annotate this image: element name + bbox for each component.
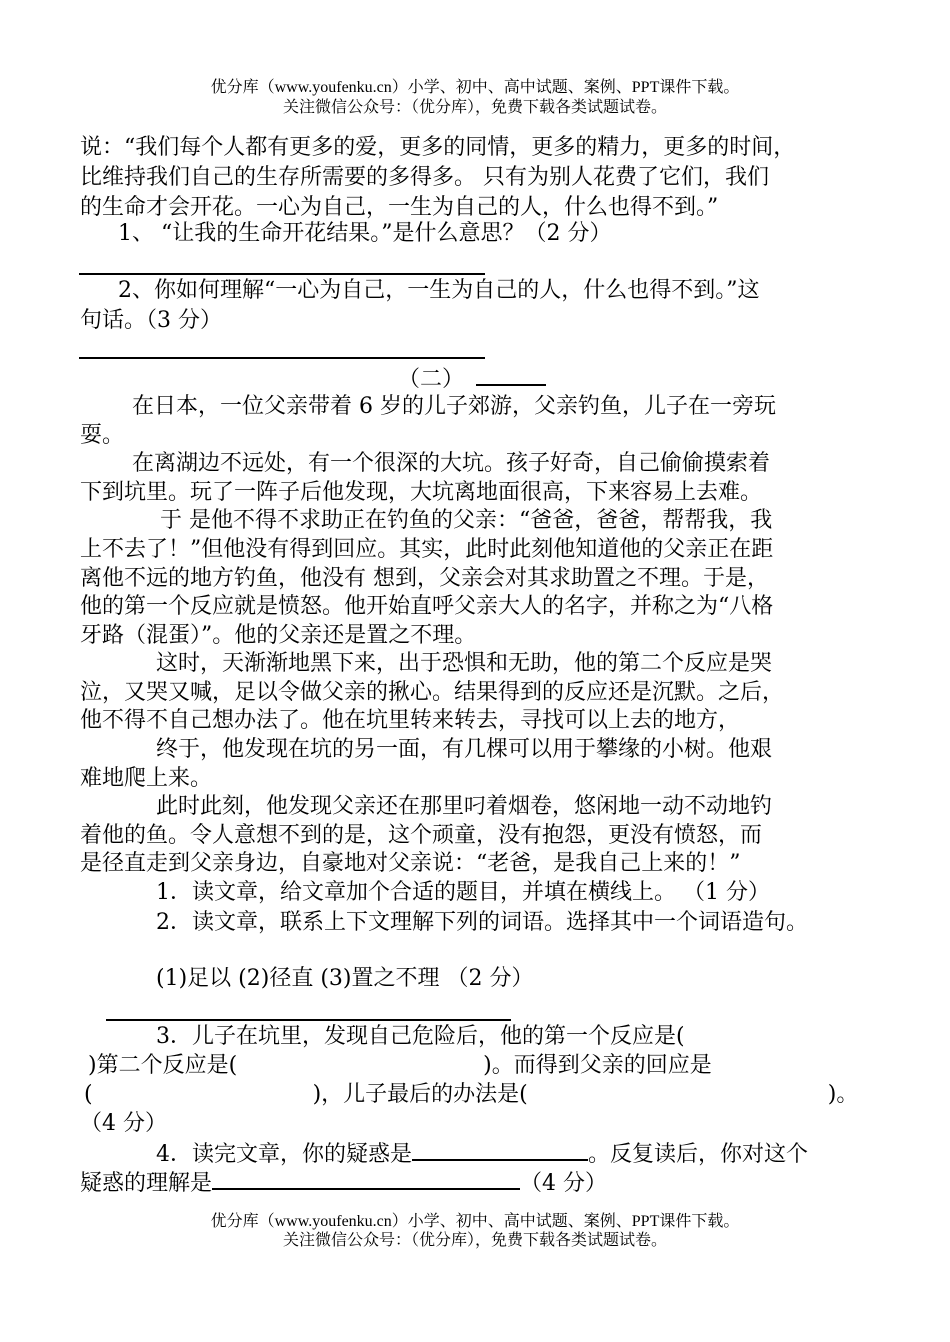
passage-p3-line-5: 牙路（混蛋）”。他的父亲还是置之不理。 [80,623,477,648]
question-2-3-line-1: 3．儿子在坑里，发现自己危险后，他的第一个反应是( [156,1024,685,1049]
question-2-2-words: (1)足以 (2)径直 (3)置之不理 （2 分） [156,966,534,991]
quote-line-3: 的生命才会开花。一心为自己，一生为自己的人，什么也得不到。” [80,195,719,220]
section-heading-label: （二） [398,367,465,392]
page-header-line-2: 关注微信公众号：（优分库），免费下载各类试题试卷。 [282,99,667,116]
page-footer-line-1: 优分库（www.youfenku.cn）小学、初中、高中试题、案例、PPT课件下载。 [210,1213,740,1230]
passage-p3-line-3: 离他不远的地方钓鱼，他没有 想到，父亲会对其求助置之不理。于是， [80,566,769,591]
passage-p6-line-2: 着他的鱼。令人意想不到的是，这个顽童，没有抱怨，更没有愤怒，而 [80,823,763,848]
question-1-1: 1、 “让我的生命开花结果。”是什么意思？（2 分） [118,221,612,246]
answer-line-2-2[interactable] [106,1019,511,1021]
q3-paren-open: ( [84,1082,93,1107]
quote-line-1: 说：“我们每个人都有更多的爱，更多的同情，更多的精力，更多的时间， [80,135,796,160]
passage-p2-line-1: 在离湖边不远处，有一个很深的大坑。孩子好奇，自己偷偷摸索着 [132,451,771,476]
q4-reread-label: 。反复读后，你对这个 [588,1142,809,1167]
question-2-2: 2．读文章，联系上下文理解下列的词语。选择其中一个词语造句。 [156,910,808,935]
passage-p6-line-1: 此时此刻，他发现父亲还在那里叼着烟卷，悠闲地一动不动地钓 [156,794,773,819]
passage-p4-line-1: 这时，天渐渐地黑下来，出于恐惧和无助，他的第二个反应是哭 [156,651,773,676]
question-2-3-score: （4 分） [80,1111,167,1136]
question-2-4-line-2 [80,1166,607,1199]
title-blank[interactable] [476,362,546,386]
section-heading [398,362,546,395]
q4-score: （4 分） [520,1171,608,1196]
passage-p4-line-2: 泣，又哭又喊，足以令做父亲的揪心。结果得到的反应还是沉默。之后， [80,680,785,705]
passage-p5-line-1: 终于，他发现在坑的另一面，有几棵可以用于攀缘的小树。他艰 [156,737,773,762]
q3-second-reaction-label: )第二个反应是( [88,1053,238,1078]
question-1-2-line-2: 句话。（3 分） [80,308,222,333]
passage-p5-line-2: 难地爬上来。 [80,766,213,791]
passage-p3-line-2: 上不去了！”但他没有得到回应。其实，此时此刻他知道他的父亲正在距 [80,537,774,562]
q4-doubt-blank[interactable] [412,1137,588,1161]
passage-p1-line-1: 在日本，一位父亲带着 6 岁的儿子郊游，父亲钓鱼，儿子在一旁玩 [132,394,776,419]
q4-understanding-label: 疑惑的理解是 [80,1171,213,1196]
passage-p6-line-3: 是径直走到父亲身边，自豪地对父亲说：“老爸，是我自己上来的！” [80,851,741,876]
question-1-2-line-1: 2、你如何理解“一心为自己，一生为自己的人，什么也得不到。”这 [118,278,760,303]
answer-line-1-1[interactable] [79,273,485,275]
passage-p4-line-3: 他不得不自己想办法了。他在坑里转来转去，寻找可以上去的地方， [80,708,741,733]
page-footer-line-2: 关注微信公众号：（优分库），免费下载各类试题试卷。 [282,1232,667,1249]
q3-father-response-label: )。而得到父亲的回应是 [483,1053,712,1078]
passage-p2-line-2: 下到坑里。玩了一阵子后他发现，大坑离地面很高，下来容易上去难。 [80,480,763,505]
passage-p1-line-2: 耍。 [80,423,125,448]
q3-last-method-label: )，儿子最后的办法是( [312,1082,528,1107]
q3-paren-close: )。 [827,1082,859,1107]
answer-line-1-2[interactable] [79,357,485,359]
q4-doubt-label: 4．读完文章，你的疑惑是 [156,1142,412,1167]
page-header-line-1: 优分库（www.youfenku.cn）小学、初中、高中试题、案例、PPT课件下载。 [210,79,740,96]
passage-p3-line-1: 于 是他不得不求助正在钓鱼的父亲：“爸爸，爸爸，帮帮我，我 [160,508,773,533]
quote-line-2: 比维持我们自己的生存所需要的多得多。 只有为别人花费了它们，我们 [80,165,769,190]
question-2-3-line-3 [84,1080,858,1110]
question-2-3-line-2 [88,1051,712,1081]
question-2-1: 1．读文章，给文章加个合适的题目，并填在横线上。 （1 分） [156,880,770,905]
q4-understanding-blank[interactable] [212,1166,520,1190]
passage-p3-line-4: 他的第一个反应就是愤怒。他开始直呼父亲大人的名字，并称之为“八格 [80,594,774,619]
